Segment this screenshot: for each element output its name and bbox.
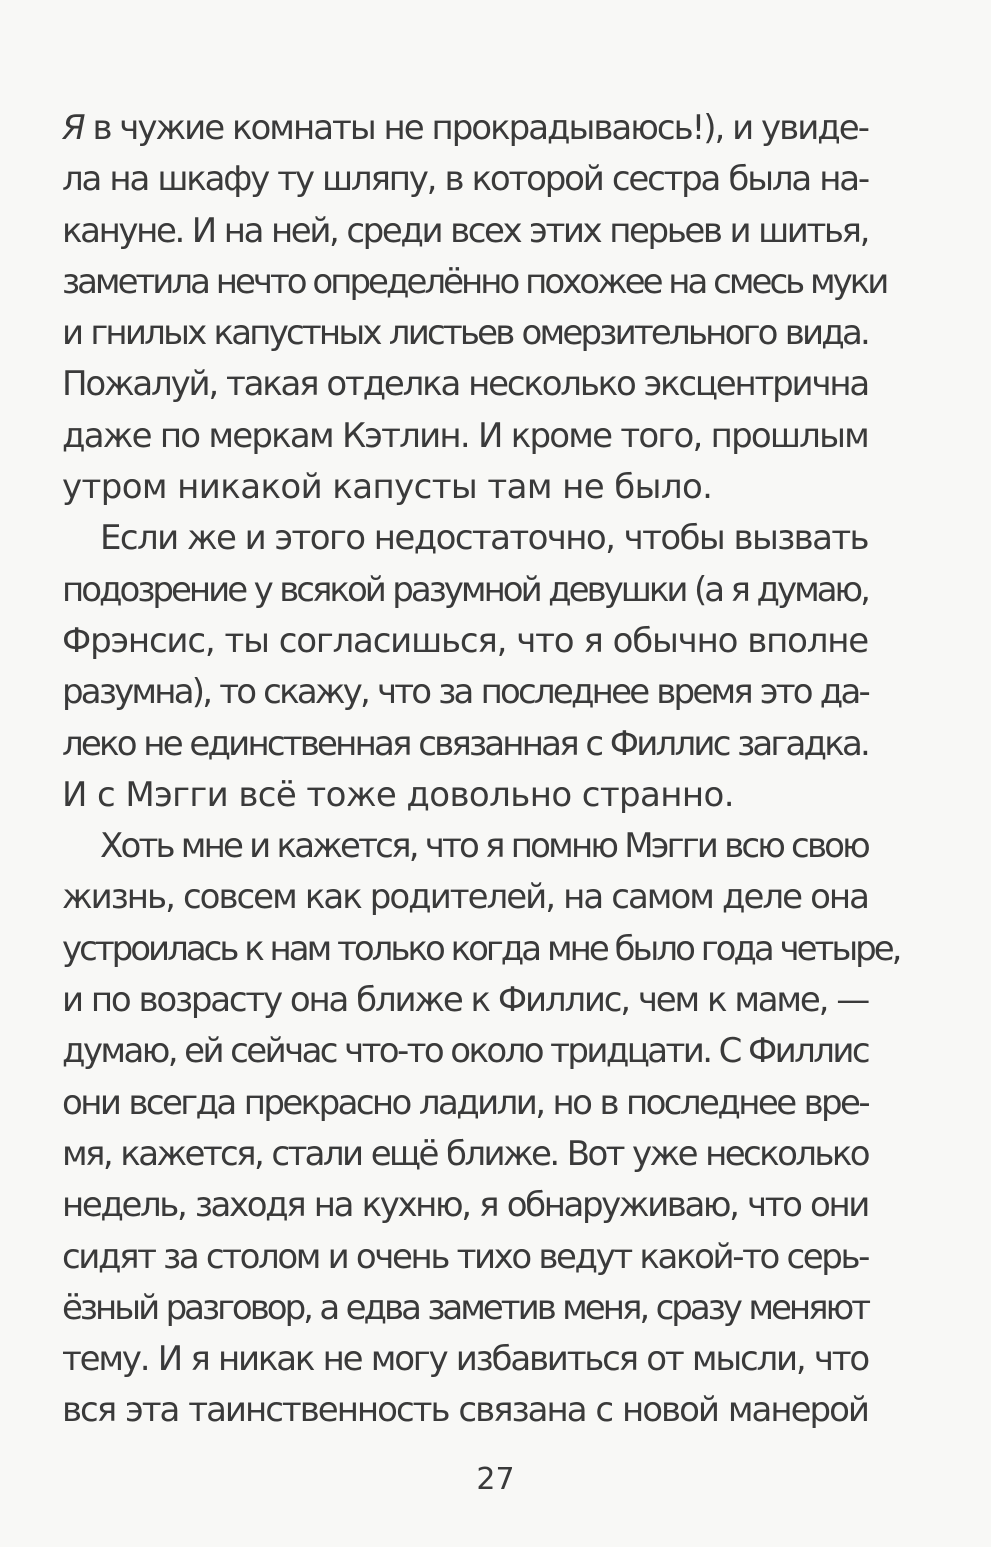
text-line: леко не единственная связанная с Филлис загадка. [62,723,868,764]
text-line: жизнь, совсем как родителей, на самом деле она [62,877,868,918]
text-line: и гнилых капустных листьев омерзительного вида. [62,313,868,354]
text-line: и по возрасту она ближе к Филлис, чем к маме, — [62,980,868,1021]
text-line: И с Мэгги всё тоже довольно странно. [62,774,734,815]
text-line: Фрэнсис, ты согласишься, что я обычно вполне [62,620,868,661]
text-line: устроилась к нам только когда мне было года четыре, [62,928,900,969]
text-line: сидят за столом и очень тихо ведут какой-то серь- [62,1236,868,1277]
body-text [62,103,900,1437]
text-line: разумна), то скажу, что за последнее время это да- [62,672,868,713]
text-line: даже по меркам Кэтлин. И кроме того, прошлым [62,415,868,456]
text-line: думаю, ей сейчас что-то около тридцати. С Филлис [62,1031,869,1072]
text-line: подозрение у всякой разумной девушки (а я думаю, [62,569,868,610]
text-line-rest: в чужие комнаты не прокрадываюсь!), и увиде- [83,108,868,148]
text-line [62,103,868,154]
text-line: ла на шкафу ту шляпу, в которой сестра была на- [62,159,868,200]
text-line: ёзный разговор, а едва заметив меня, сразу меняют [62,1287,868,1328]
text-line: заметила нечто определённо похожее на смесь муки [62,261,887,302]
text-line: кануне. И на ней, среди всех этих перьев и шитья, [62,210,868,251]
text-line: тему. И я никак не могу избавиться от мысли, что [62,1339,868,1380]
text-line: они всегда прекрасно ладили, но в последнее вре- [62,1082,868,1123]
page-number: 27 [476,1462,515,1497]
text-line: утром никакой капусты там не было. [62,467,713,508]
text-line: недель, заходя на кухню, я обнаруживаю, что они [62,1185,868,1226]
text-line: мя, кажется, стали ещё ближе. Вот уже несколько [62,1133,868,1174]
italic-word: Я [62,108,84,148]
text-line: вся эта таинственность связана с новой манерой [62,1390,868,1431]
text-line: Если же и этого недостаточно, чтобы вызвать [100,518,868,559]
text-line: Хоть мне и кажется, что я помню Мэгги всю свою [100,826,868,867]
text-line: Пожалуй, такая отделка несколько эксцентрична [62,364,868,405]
